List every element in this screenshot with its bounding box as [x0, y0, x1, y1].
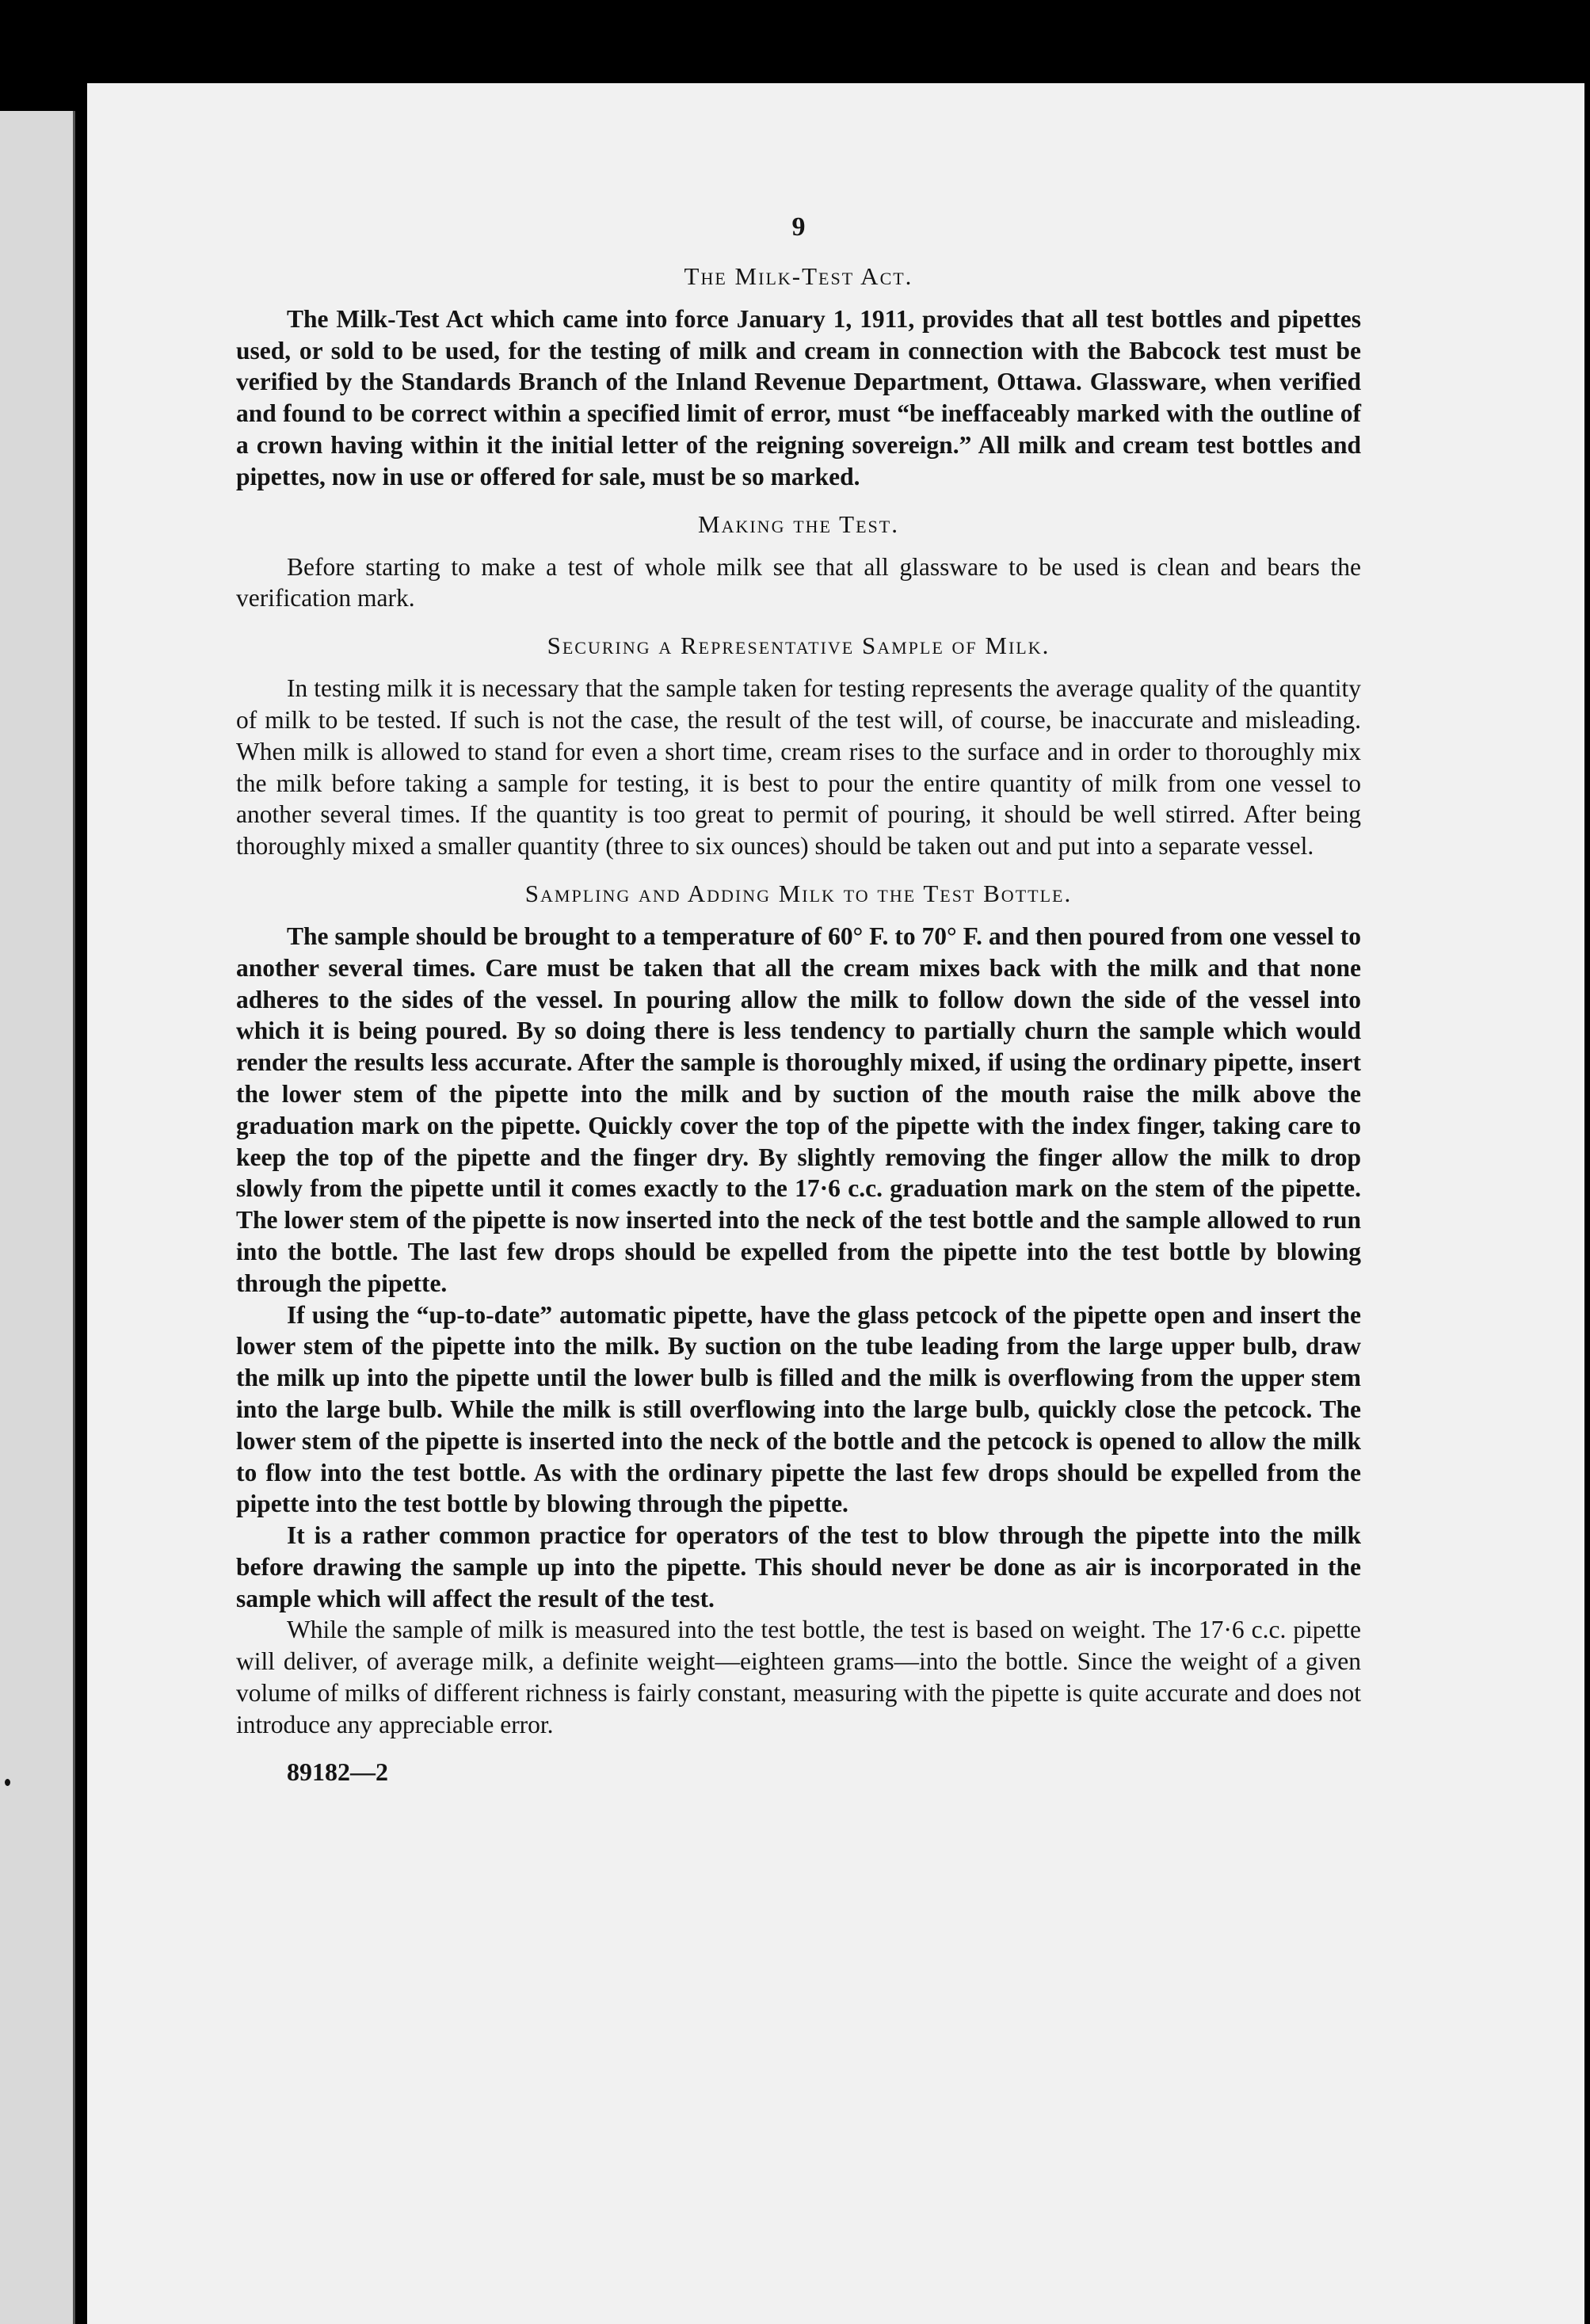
- paragraph: The sample should be brought to a temperature of 60° F. to 70° F. and then poured from one vessel to another several times. Care must be taken that all the cream mixes back with the milk and that none adheres to the sides of the vessel. In pouring allow the milk to follow down the side of the vessel into which it is being poured. By so doing there is less tendency to partially churn the sample which would render the results less accurate. After the sample is thoroughly mixed, if using the ordinary pipette, insert the lower stem of the pipette into the milk and by suction of the mouth raise the milk above the graduation mark on the pipette. Quickly cover the top of the pipette with the index finger, taking care to keep the top of the pipette and the finger dry. By slightly removing the finger allow the milk to drop slowly from the pipette until it comes exactly to the 17·6 c.c. graduation mark on the stem of the pipette. The lower stem of the pipette is now inserted into the neck of the test bottle and the sample allowed to run into the bottle. The last few drops should be expelled from the pipette into the test bottle by blowing through the pipette.: [236, 922, 1361, 1297]
- paragraph: While the sample of milk is measured into the test bottle, the test is based on weight. The 17·6 c.c. pipette will deliver, of average milk, a definite weight—eighteen grams—into the bottle. Since the weight of a given volume of milks of different richness is fairly constant, measuring with the pipette is quite accurate and does not introduce any appreciable error.: [236, 1616, 1361, 1738]
- paragraph: The Milk-Test Act which came into force January 1, 1911, provides that all test bottles and pipettes used, or sold to be used, for the testing of milk and cream in connection with the Babcock test must be verified by the Standards Branch of the Inland Revenue Department, Ottawa. Glassware, when verified and found to be correct within a specified limit of error, must “be ineffaceably marked with the outline of a crown having within it the initial letter of the reigning sovereign.” All milk and cream test bottles and pipettes, now in use or offered for sale, must be so marked.: [236, 304, 1361, 490]
- section-heading: Making the Test.: [698, 509, 899, 538]
- paragraph: It is a rather common practice for operators of the test to blow through the pipette into the milk before drawing the sample up into the pipette. This should never be done as air is incorporated in the sample which will affect the result of the test.: [236, 1521, 1361, 1612]
- section-representative-sample: [236, 630, 1361, 862]
- paragraph: If using the “up-to-date” automatic pipette, have the glass petcock of the pipette open and insert the lower stem of the pipette into the milk. By suction on the tube leading from the large upper bulb, draw the milk up into the pipette until the lower bulb is filled and the milk is overflowing from the upper stem into the large bulb. While the milk is still overflowing into the large bulb, quickly close the petcock. The lower stem of the pipette is inserted into the neck of the bottle and the petcock is opened to allow the milk to flow into the test bottle. As with the ordinary pipette the last few drops should be expelled from the pipette into the test bottle by blowing through the pipette.: [236, 1300, 1361, 1518]
- section-sampling-adding-milk: [236, 878, 1361, 1741]
- scan-speck: [5, 1779, 10, 1786]
- section-making-the-test: [236, 509, 1361, 615]
- printer-signature: 89182—2: [287, 1757, 388, 1786]
- section-heading: The Milk-Test Act.: [684, 261, 913, 290]
- document-page: [87, 83, 1584, 2324]
- page-content: [236, 212, 1361, 1788]
- paragraph: In testing milk it is necessary that the sample taken for testing represents the average quality of the quantity of milk to be tested. If such is not the case, the result of the test will, of course, be inaccurate and misleading. When milk is allowed to stand for even a short time, cream rises to the surface and in order to thoroughly mix the milk before taking a sample for testing, it is best to pour the entire quantity of milk from one vessel to another several times. If the quantity is too great to permit of pouring, it should be well stirred. After being thoroughly mixed a smaller quantity (three to six ounces) should be taken out and put into a separate vessel.: [236, 674, 1361, 861]
- section-heading: Sampling and Adding Milk to the Test Bottle.: [524, 879, 1073, 907]
- section-heading: Securing a Representative Sample of Milk.: [547, 632, 1050, 660]
- paragraph: Before starting to make a test of whole milk see that all glassware to be used is clean and bears the verification mark.: [236, 552, 1361, 612]
- section-milk-test-act: [236, 261, 1361, 493]
- left-page-edge: [0, 111, 75, 2324]
- page-number: 9: [791, 212, 806, 242]
